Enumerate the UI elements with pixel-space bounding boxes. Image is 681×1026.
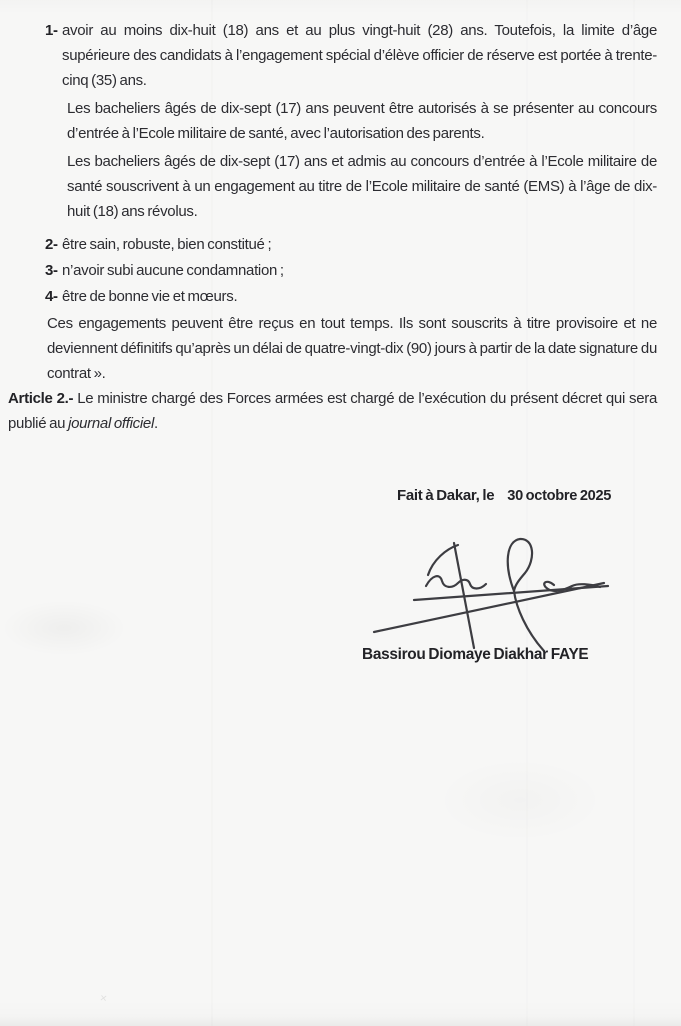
article-2-paragraph (8, 386, 657, 436)
list-marker-3: 3- (45, 262, 58, 279)
list-item-1 (45, 18, 657, 93)
dateline-label: Fait à Dakar, le (397, 487, 495, 504)
list-item-3-text: n’avoir subi aucune condamnation ; (62, 262, 284, 279)
closing-paragraph: Ces engagements peuvent être reçus en tout temps. Ils sont souscrits à titre provisoire et ne deviennent définitifs qu’après un délai de quatre-vingt-dix (90) jours à partir de la date signature du contrat ». (47, 315, 657, 382)
dateline-date: 30 octobre 2025 (507, 488, 612, 504)
article-2-suffix: . (153, 415, 158, 432)
list-item-4 (45, 284, 657, 309)
article-2-italic: journal officiel (68, 415, 154, 432)
list-item-1-text: avoir au moins dix-huit (18) ans et au plus vingt-huit (28) ans. Toutefois, la limite d’âge supérieure des candidats à l’engagement spécial d’élève officier de réserve est portée à trente-cinq (35) ans. (62, 22, 657, 89)
list-item-4-text: être de bonne vie et mœurs. (62, 288, 238, 305)
scan-smudge-mark: × (99, 990, 108, 1006)
sub-paragraph-2: Les bacheliers âgés de dix-sept (17) ans et admis au concours d’entrée à l’Ecole militaire de santé souscrivent à un engagement au titre de l’Ecole militaire de santé (EMS) à l’âge de dix-huit (18) ans révolus. (67, 153, 657, 220)
signatory-name: Bassirou Diomaye Diakhar FAYE (362, 646, 589, 663)
list-item-2-text: être sain, robuste, bien constitué ; (62, 236, 272, 253)
list-marker-1: 1- (45, 22, 58, 39)
article-2-label: Article 2.- (8, 390, 74, 407)
document-body (0, 0, 681, 436)
sub-paragraph-1: Les bacheliers âgés de dix-sept (17) ans peuvent être autorisés à se présenter au concours d’entrée à l’Ecole militaire de santé, avec l’autorisation des parents. (67, 100, 657, 142)
list-item-2 (45, 232, 657, 257)
signature-handwriting (368, 533, 618, 655)
list-item-3 (45, 258, 657, 283)
article-2-body: Le ministre chargé des Forces armées est chargé de l’exécution du présent décret qui sera publié au (8, 390, 657, 432)
dateline (397, 483, 611, 509)
list-marker-4: 4- (45, 288, 58, 305)
list-marker-2: 2- (45, 236, 58, 253)
